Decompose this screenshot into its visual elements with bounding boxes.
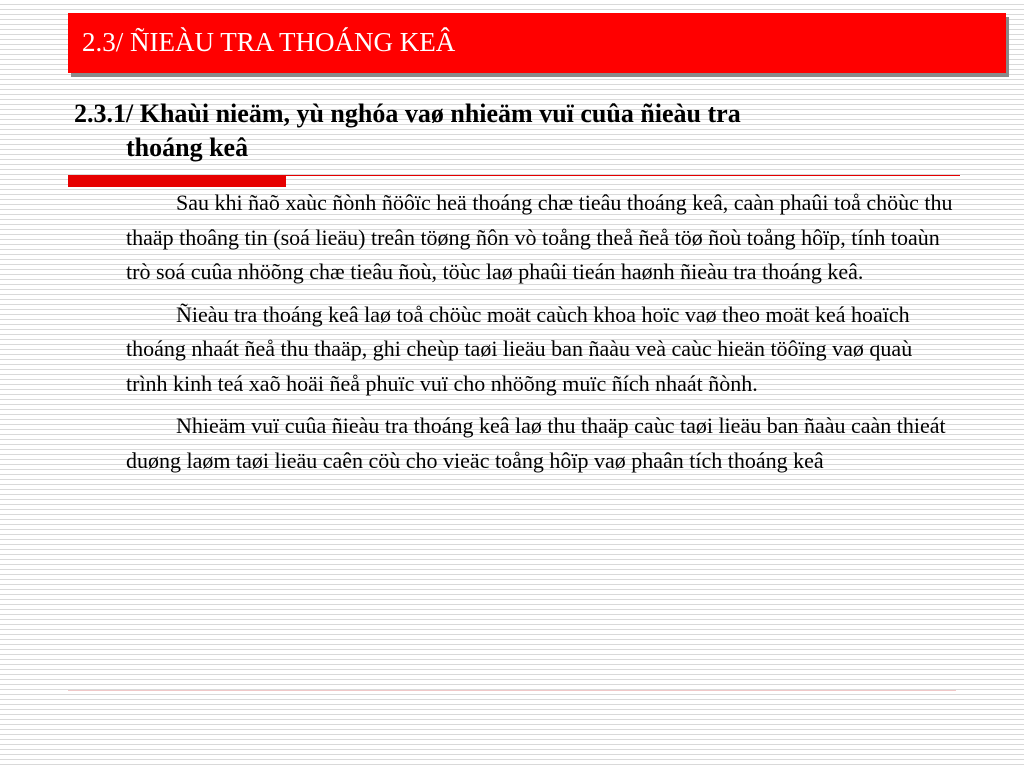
footer-divider: [68, 690, 956, 691]
heading-divider-line: [286, 175, 960, 176]
slide-title: 2.3/ ÑIEÀU TRA THOÁNG KEÂ: [82, 27, 456, 57]
body-paragraph-2: Ñieàu tra thoáng keâ laø toå chöùc moät caùch khoa hoïc vaø theo moät keá hoaïch thoáng nhaát ñeå thu thaäp, ghi cheùp taøi lieäu ban ñaàu veà caùc hieän töôïng vaø quaù trình kinh teá xaõ hoäi ñeå phuïc vuï cho nhöõng muïc ñích nhaát ñònh.: [126, 301, 913, 396]
section-heading-line1: 2.3.1/ Khaùi nieäm, yù nghóa vaø nhieäm vuï cuûa ñieàu tra: [74, 99, 741, 128]
section-heading: [74, 97, 954, 165]
section-heading-line2: thoáng keâ: [126, 133, 249, 162]
title-bar: [68, 13, 1006, 73]
body-paragraph-1: Sau khi ñaõ xaùc ñònh ñöôïc heä thoáng chæ tieâu thoáng keâ, caàn phaûi toå chöùc thu thaäp thoâng tin (soá lieäu) treân töøng ñôn vò toång theå ñeå töø ñoù toång hôïp, tính toaùn trò soá cuûa nhöõng chæ tieâu ñoù, töùc laø phaûi tieán haønh ñieàu tra thoáng keâ.: [126, 190, 953, 284]
body-paragraph-3: Nhieäm vuï cuûa ñieàu tra thoáng keâ laø thu thaäp caùc taøi lieäu ban ñaàu caàn thieát duøng laøm taøi lieäu caên cöù cho vieäc toång hôïp vaø phaân tích thoáng keâ: [126, 413, 946, 473]
slide-body: [126, 186, 956, 486]
